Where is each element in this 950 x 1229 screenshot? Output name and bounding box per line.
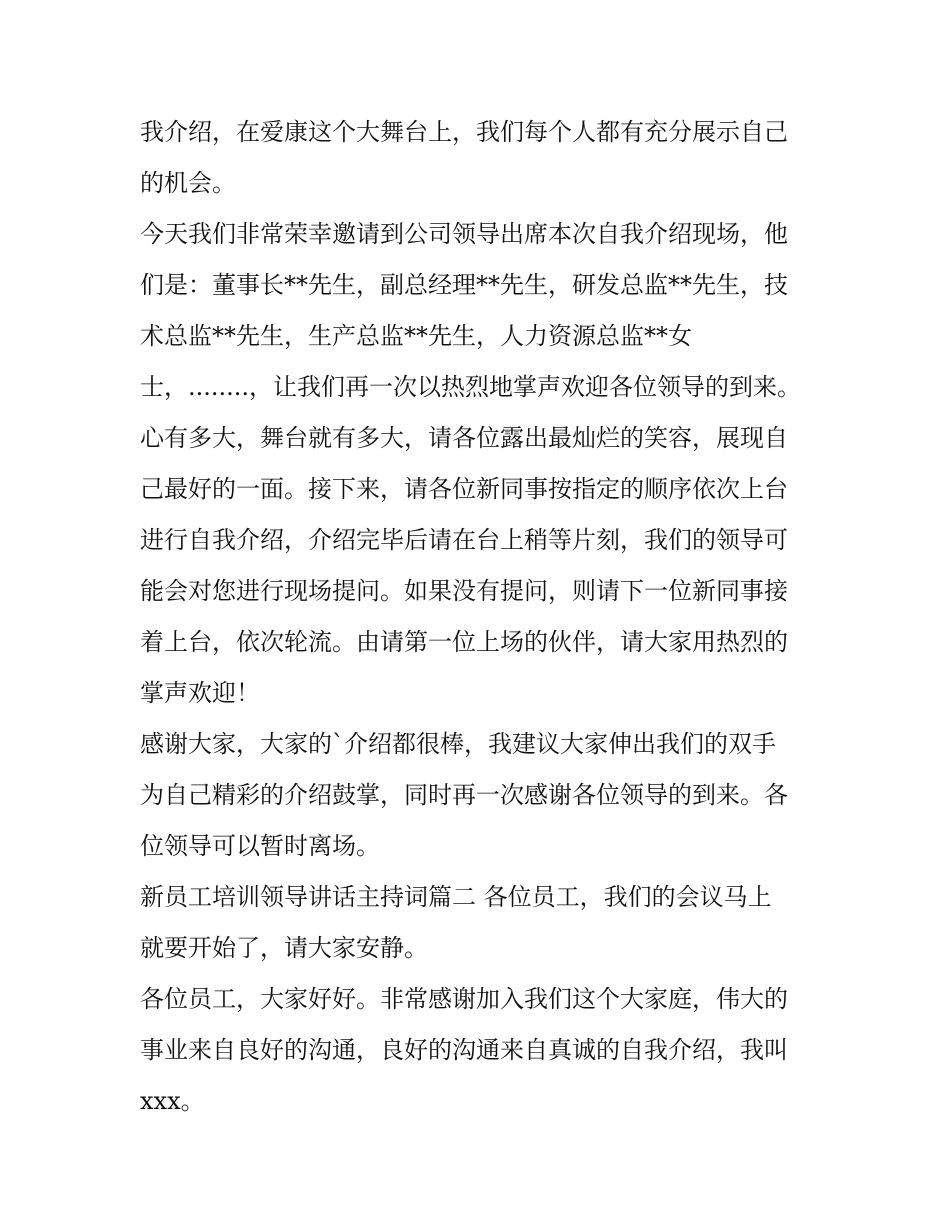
text-line: 新员工培训领导讲话主持词篇二 各位员工，我们的会议马上 xyxy=(140,883,772,911)
text-line: 能会对您进行现场提问。如果没有提问，则请下一位新同事接 xyxy=(140,577,788,605)
text-line: 的机会。 xyxy=(140,169,236,197)
text-line: xxx。 xyxy=(140,1087,205,1115)
text-line: 士，........，让我们再一次以热烈地掌声欢迎各位领导的到来。 xyxy=(140,373,802,401)
text-line: 为自己精彩的介绍鼓掌，同时再一次感谢各位领导的到来。各 xyxy=(140,781,788,809)
text-line: 各位员工，大家好好。非常感谢加入我们这个大家庭，伟大的 xyxy=(140,985,788,1013)
text-line: 心有多大，舞台就有多大，请各位露出最灿烂的笑容，展现自 xyxy=(140,424,788,452)
text-line: 我介绍，在爱康这个大舞台上，我们每个人都有充分展示自己 xyxy=(140,118,788,146)
text-line: 们是：董事长**先生，副总经理**先生，研发总监**先生，技 xyxy=(140,271,788,299)
text-line: 进行自我介绍，介绍完毕后请在台上稍等片刻，我们的领导可 xyxy=(140,526,788,554)
text-line: 事业来自良好的沟通，良好的沟通来自真诚的自我介绍，我叫 xyxy=(140,1036,788,1064)
document-body xyxy=(140,107,840,1127)
text-line: 就要开始了，请大家安静。 xyxy=(140,934,428,962)
text-line: 位领导可以暂时离场。 xyxy=(140,832,380,860)
text-line: 己最好的一面。接下来，请各位新同事按指定的顺序依次上台 xyxy=(140,475,788,503)
text-line: 今天我们非常荣幸邀请到公司领导出席本次自我介绍现场，他 xyxy=(140,220,788,248)
text-line: 着上台，依次轮流。由请第一位上场的伙伴，请大家用热烈的 xyxy=(140,628,788,656)
text-line: 感谢大家，大家的`介绍都很棒，我建议大家伸出我们的双手 xyxy=(140,730,776,758)
text-line: 掌声欢迎！ xyxy=(140,679,260,707)
text-line: 术总监**先生，生产总监**先生，人力资源总监**女 xyxy=(140,322,692,350)
